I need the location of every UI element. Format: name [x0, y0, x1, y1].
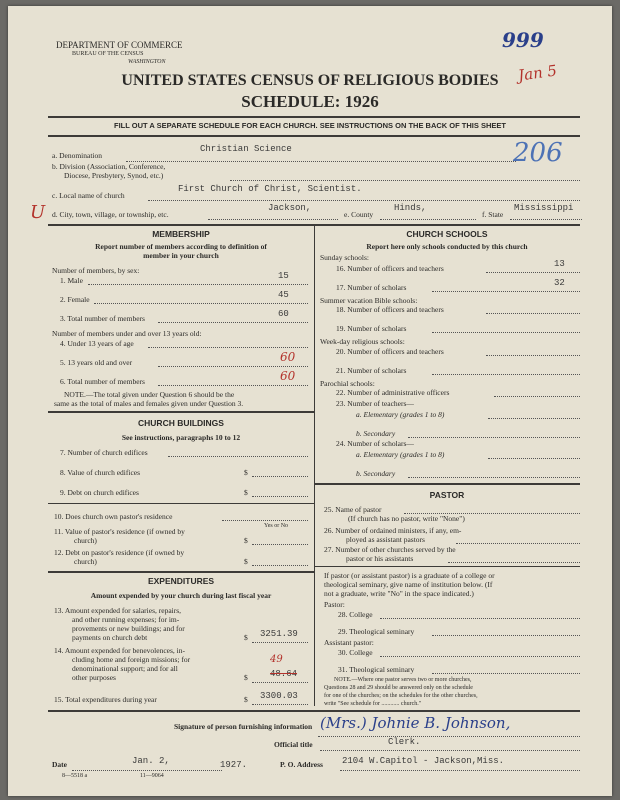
q8-label: 8. Value of church edifices — [60, 468, 141, 477]
summer-label: Summer vacation Bible schools: — [320, 296, 418, 305]
membership-note: NOTE.—The total given under Question 6 should be the — [64, 390, 235, 399]
form-code-2: 11—9064 — [140, 773, 164, 779]
pastor-note-3: for one of the churches; on the schedules for the other churches, — [324, 693, 478, 699]
q27-label: 27. Number of other churches served by the — [324, 545, 456, 554]
buildings-intro: See instructions, paragraphs 10 to 12 — [121, 433, 241, 442]
q30-label: 30. College — [338, 648, 373, 657]
q1-value: 15 — [278, 271, 289, 281]
buildings-title: CHURCH BUILDINGS — [138, 418, 224, 428]
form-number: 999 — [502, 28, 544, 52]
graduate-instructions-1: If pastor (or assistant pastor) is a graduate of a college or — [324, 571, 495, 580]
age-intro: Number of members under and over 13 years old: — [52, 329, 202, 338]
q9-label: 9. Debt on church edifices — [60, 488, 139, 497]
q14-correction: 49 — [270, 654, 283, 665]
denomination-label: a. Denomination — [52, 151, 102, 160]
q13-label-4: payments on church debt — [72, 633, 148, 642]
address-label: P. O. Address — [280, 760, 323, 769]
by-sex-label: Number of members, by sex: — [52, 266, 140, 275]
sunday-label: Sunday schools: — [320, 253, 369, 262]
date-year: 1927. — [220, 760, 248, 770]
form-code: 8—5518 a — [62, 773, 88, 779]
q12-dollar: $ — [244, 557, 248, 566]
q26-label-2: ployed as assistant pastors — [346, 535, 425, 544]
date-label: Date — [52, 760, 67, 769]
schools-title: CHURCH SCHOOLS — [406, 229, 488, 239]
q24b-label: b. Secondary — [356, 469, 396, 478]
q13-dollar: $ — [244, 633, 248, 642]
q25-hint: (If church has no pastor, write "None") — [348, 514, 465, 523]
membership-intro: Report number of members according to definition of — [95, 242, 267, 251]
official-title-value: Clerk. — [388, 737, 421, 747]
q31-label: 31. Theological seminary — [338, 665, 415, 674]
q25-label: 25. Name of pastor — [324, 505, 382, 514]
q5-value: 60 — [280, 350, 296, 364]
denomination-code: 206 — [513, 138, 563, 168]
q11-dollar: $ — [244, 536, 248, 545]
graduate-instructions-3: not a graduate, write "No" in the space indicated.) — [324, 589, 474, 598]
expenditures-intro: Amount expended by your church during last fiscal year — [90, 591, 272, 600]
q13-label-2: and other running expenses; for im- — [72, 615, 180, 624]
q4-label: 4. Under 13 years of age — [60, 339, 134, 348]
parochial-label: Parochial schools: — [320, 379, 375, 388]
membership-note-2: same as the total of males and females given under Question 3. — [54, 399, 244, 408]
q2-value: 45 — [278, 290, 289, 300]
q14-label-3: denominational support; and for all — [72, 664, 178, 673]
date-value: Jan. 2, — [132, 756, 170, 766]
q9-dollar: $ — [244, 488, 248, 497]
pastor-title: PASTOR — [429, 490, 465, 500]
city-label: WASHINGTON — [128, 59, 166, 65]
department-label: DEPARTMENT OF COMMERCE — [56, 40, 183, 50]
q10-label: 10. Does church own pastor's residence — [54, 512, 173, 521]
q14-dollar: $ — [244, 673, 248, 682]
church-name-label: c. Local name of church — [52, 191, 125, 200]
q2-label: 2. Female — [60, 295, 90, 304]
q29-label: 29. Theological seminary — [338, 627, 415, 636]
q21-label: 21. Number of scholars — [336, 366, 407, 375]
q14-label-1: 14. Amount expended for benevolences, in- — [54, 646, 186, 655]
q15-label: 15. Total expenditures during year — [54, 695, 157, 704]
yes-no-hint: Yes or No — [264, 523, 289, 529]
q14-label-2: cluding home and foreign missions; for — [72, 655, 191, 664]
membership-intro-2: member in your church — [143, 251, 219, 260]
pastor-note-4: write "See schedule for ............ church." — [324, 701, 422, 707]
division-label-2: Diocese, Presbytery, Synod, etc.) — [64, 171, 164, 180]
q23-label: 23. Number of teachers— — [336, 399, 414, 408]
q19-label: 19. Number of scholars — [336, 324, 407, 333]
signature-label: Signature of person furnishing information — [174, 722, 313, 731]
bureau-label: BUREAU OF THE CENSUS — [72, 51, 144, 57]
q20-label: 20. Number of officers and teachers — [336, 347, 444, 356]
pastor-note-2: Questions 28 and 29 should be answered only on the schedule — [324, 685, 473, 691]
form-title: UNITED STATES CENSUS OF RELIGIOUS BODIES — [121, 72, 499, 89]
side-note: Jan 5 — [516, 61, 559, 85]
city-value: Jackson, — [268, 203, 312, 213]
q13-label-3: provements or new buildings; and for — [72, 624, 185, 633]
q22-label: 22. Number of administrative officers — [336, 388, 450, 397]
q17-value: 32 — [554, 278, 565, 288]
q6-label: 6. Total number of members — [60, 377, 145, 386]
q24a-label: a. Elementary (grades 1 to 8) — [356, 450, 445, 459]
q15-value: 3300.03 — [260, 691, 298, 701]
q11-label-2: church) — [74, 536, 97, 545]
q14-value: 48.64 — [270, 669, 298, 679]
division-label: b. Division (Association, Conference, — [52, 162, 166, 171]
assistant-subhead: Assistant pastor: — [324, 638, 374, 647]
q17-label: 17. Number of scholars — [336, 283, 407, 292]
expenditures-title: EXPENDITURES — [147, 576, 215, 586]
q6-value: 60 — [280, 369, 296, 383]
graduate-instructions-2: theological seminary, give name of institution below. (If — [324, 580, 493, 589]
schools-intro: Report here only schools conducted by this church — [366, 242, 528, 251]
pastor-subhead: Pastor: — [324, 600, 345, 609]
q13-label-1: 13. Amount expended for salaries, repairs, — [54, 606, 182, 615]
q14-label-4: other purposes — [72, 673, 116, 682]
signature-value: (Mrs.) Johnie B. Johnson, — [320, 714, 511, 732]
q18-label: 18. Number of officers and teachers — [336, 305, 444, 314]
q28-label: 28. College — [338, 610, 373, 619]
q23b-label: b. Secondary — [356, 429, 396, 438]
q1-label: 1. Male — [60, 276, 83, 285]
county-value: Hinds, — [394, 203, 427, 213]
denomination-value: Christian Science — [200, 144, 292, 154]
q12-label-2: church) — [74, 557, 97, 566]
weekday-label: Week-day religious schools: — [320, 337, 405, 346]
census-schedule-page — [8, 6, 612, 796]
q15-dollar: $ — [244, 695, 248, 704]
margin-mark: U — [30, 202, 46, 223]
county-label: e. County — [344, 210, 374, 219]
schedule-title: SCHEDULE: 1926 — [241, 92, 379, 111]
q7-label: 7. Number of church edifices — [60, 448, 148, 457]
pastor-note-1: NOTE.—Where one pastor serves two or more churches, — [334, 677, 472, 683]
q3-value: 60 — [278, 309, 289, 319]
q16-label: 16. Number of officers and teachers — [336, 264, 444, 273]
address-value: 2104 W.Capitol - Jackson,Miss. — [342, 756, 505, 766]
membership-title: MEMBERSHIP — [152, 229, 210, 239]
state-value: Mississippi — [514, 203, 574, 213]
instructions-bar: FILL OUT A SEPARATE SCHEDULE FOR EACH CHURCH. SEE INSTRUCTIONS ON THE BACK OF THIS SHEET — [114, 121, 506, 130]
official-title-label: Official title — [274, 740, 313, 749]
church-name-value: First Church of Christ, Scientist. — [178, 184, 362, 194]
q5-label: 5. 13 years old and over — [60, 358, 133, 367]
q11-label: 11. Value of pastor's residence (if owned by — [54, 527, 185, 536]
q16-value: 13 — [554, 259, 565, 269]
q23a-label: a. Elementary (grades 1 to 8) — [356, 410, 445, 419]
q13-value: 3251.39 — [260, 629, 298, 639]
q27-label-2: pastor or his assistants — [346, 554, 414, 563]
q24-label: 24. Number of scholars— — [336, 439, 414, 448]
q3-label: 3. Total number of members — [60, 314, 145, 323]
q12-label: 12. Debt on pastor's residence (if owned by — [54, 548, 185, 557]
q26-label: 26. Number of ordained ministers, if any, em- — [324, 526, 462, 535]
state-label: f. State — [482, 210, 504, 219]
q8-dollar: $ — [244, 468, 248, 477]
city-label: d. City, town, village, or township, etc. — [52, 210, 169, 219]
